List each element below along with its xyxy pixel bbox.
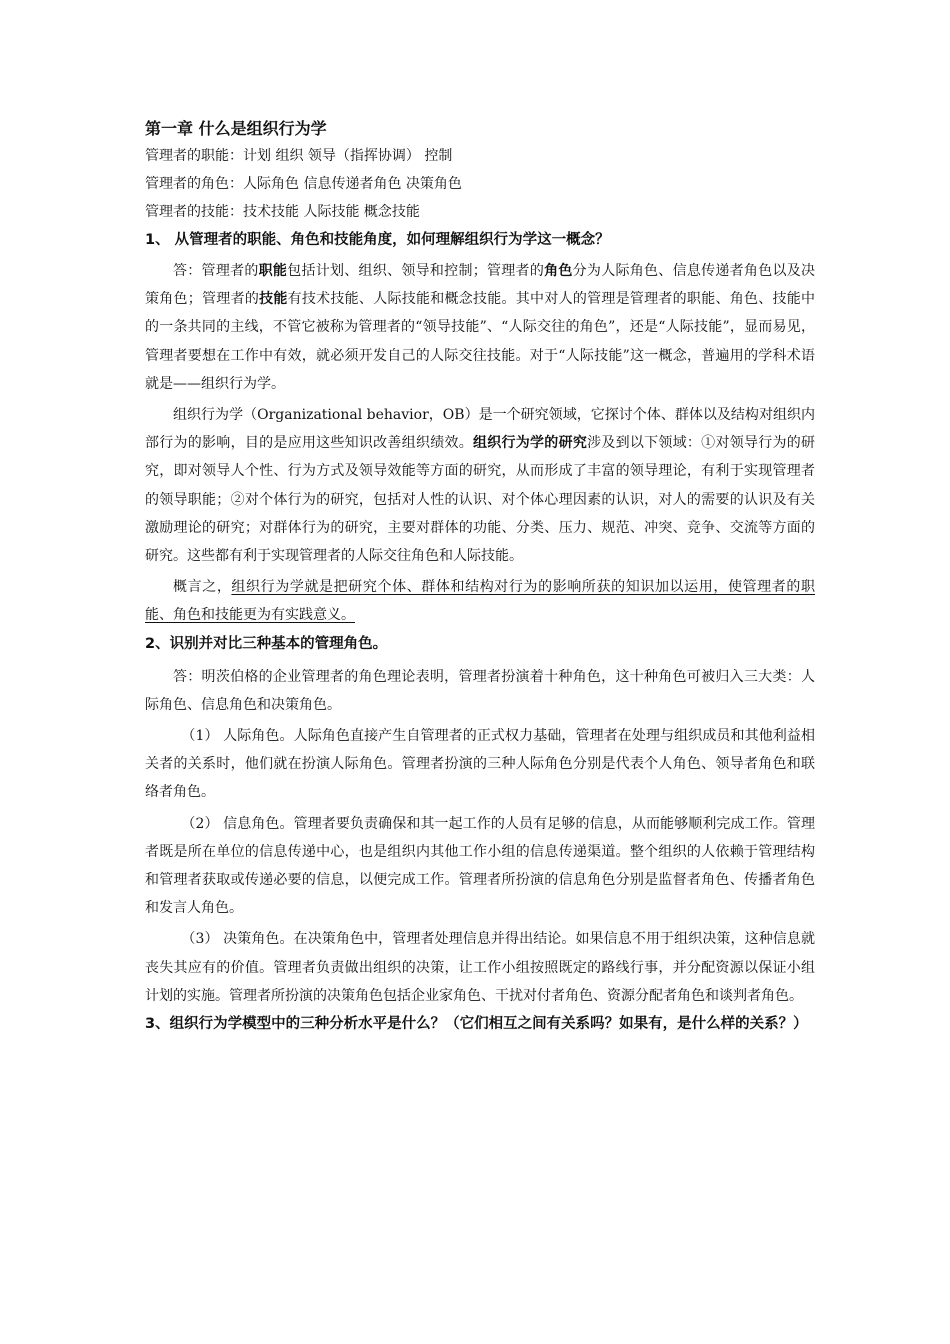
summary-roles: 管理者的角色：人际角色 信息传递者角色 决策角色 xyxy=(145,176,462,192)
role-decisional: （3） 决策角色。在决策角色中，管理者处理信息并得出结论。如果信息不用于组织决策，这种信息就丧失其应有的价值。管理者负责做出组织的决策，让工作小组按照既定的路线行事，并分配资源以保证小组计划的实施。管理者所扮演的决策角色包括企业家角色、干扰对付者角色、资源分配者角色和谈判者角色。 xyxy=(145,931,815,1004)
role-informational: （2） 信息角色。管理者要负责确保和其一起工作的人员有足够的信息，从而能够顺利完成工作。管理者既是所在单位的信息传递中心，也是组织内其他工作小组的信息传递渠道。整个组织的人依赖于管理结构和管理者获取或传递必要的信息，以便完成工作。管理者所扮演的信息角色分别是监督者角色、传播者角色和发言人角色。 xyxy=(145,815,815,917)
question-2: 2、识别并对比三种基本的管理角色。 xyxy=(145,635,388,652)
answer-1-paragraph-3: 概言之，组织行为学就是把研究个体、群体和结构对行为的影响所获的知识加以运用，使管理者的职能、角色和技能更为有实践意义。 xyxy=(145,579,816,624)
document-page xyxy=(145,116,815,1038)
question-3: 3、组织行为学模型中的三种分析水平是什么？（它们相互之间有关系吗？如果有，是什么样的关系？） xyxy=(145,1016,808,1033)
keyword-skills: 技能 xyxy=(259,291,288,308)
keyword-functions: 职能 xyxy=(258,263,288,279)
answer-1-paragraph-2: 组织行为学（Organizational behavior，OB）是一个研究领域，它探讨个体、群体以及结构对组织内部行为的影响，目的是应用这些知识改善组织绩效。组织行为学的研究涉及到以下领域：①对领导行为的研究，即对领导人个性、行为方式及领导效能等方面的研究，从而形成了丰富的领导理论，有利于实现管理者的领导职能；②对个体行为的研究，包括对人性的认识、对个体心理因素的认识，对人的需要的认识及有关激励理论的研究；对群体行为的研究，主要对群体的功能、分类、压力、规范、冲突、竞争、交流等方面的研究。这些都有利于实现管理者的人际交往角色和人际技能。 xyxy=(145,407,816,565)
chapter-title: 第一章 什么是组织行为学 xyxy=(145,119,327,138)
summary-skills: 管理者的技能：技术技能 人际技能 概念技能 xyxy=(145,204,420,220)
keyword-roles: 角色 xyxy=(544,263,573,279)
keyword-ob-research: 组织行为学的研究 xyxy=(473,435,588,452)
answer-2-intro: 答：明茨伯格的企业管理者的角色理论表明，管理者扮演着十种角色，这十种角色可被归入三大类：人际角色、信息角色和决策角色。 xyxy=(145,668,815,713)
underlined-conclusion: 组织行为学就是把研究个体、群体和结构对行为的影响所获的知识加以运用，使管理者的职能、角色和技能更为有实践意义。 xyxy=(145,579,816,624)
role-interpersonal: （1） 人际角色。人际角色直接产生自管理者的正式权力基础，管理者在处理与组织成员和其他利益相关者的关系时，他们就在扮演人际角色。管理者扮演的三种人际角色分别是代表个人角色、领导者角色和联络者角色。 xyxy=(145,728,815,801)
summary-functions: 管理者的职能：计划 组织 领导（指挥协调） 控制 xyxy=(145,148,453,164)
question-1: 1、 从管理者的职能、角色和技能角度，如何理解组织行为学这一概念？ xyxy=(145,232,610,248)
answer-1-paragraph-1: 答：管理者的职能包括计划、组织、领导和控制；管理者的角色分为人际角色、信息传递者角色以及决策角色；管理者的技能有技术技能、人际技能和概念技能。其中对人的管理是管理者的职能、角色、技能中的一条共同的主线，不管它被称为管理者的“领导技能”、“人际交往的角色”，还是“人际技能”，显而易见，管理者要想在工作中有效，就必须开发自己的人际交往技能。对于“人际技能”这一概念，普遍用的学科术语就是——组织行为学。 xyxy=(145,263,816,392)
